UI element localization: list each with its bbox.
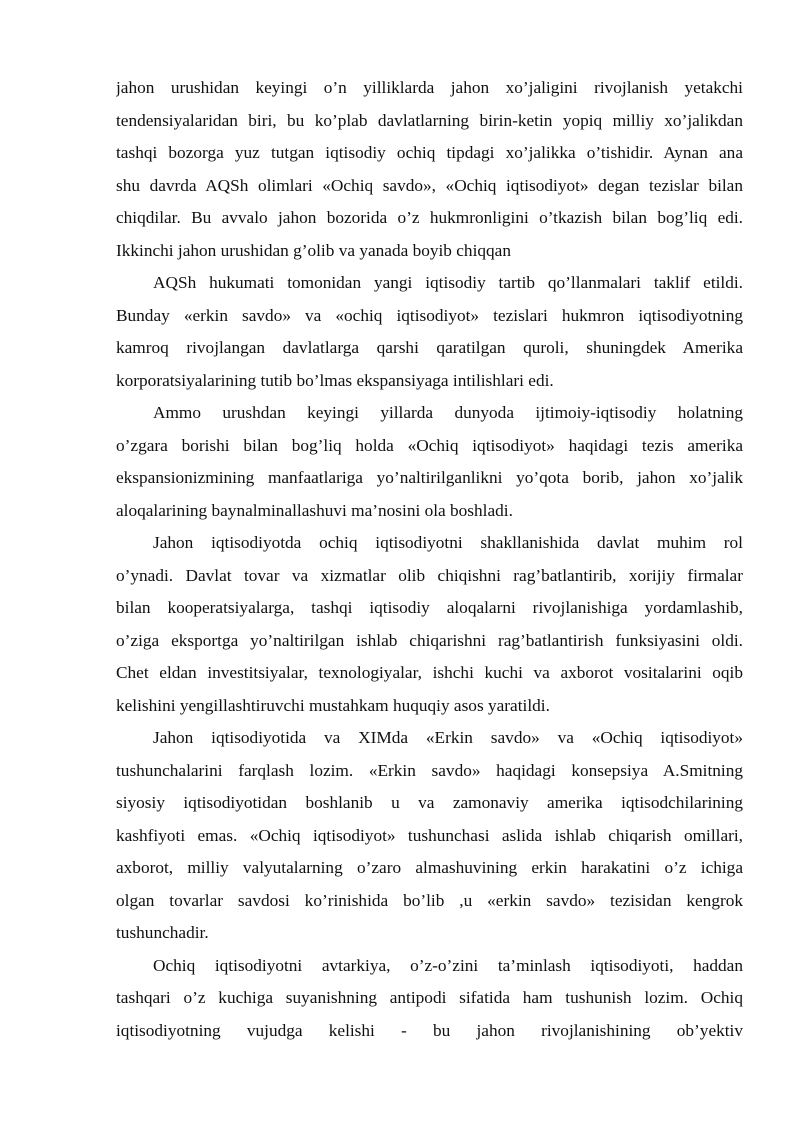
text-line: tendensiyalaridan biri, bu ko’plab davlatlarning birin-ketin yopiq milliy xo’jalikdan	[116, 110, 743, 130]
text-line: kelishini yengillashtiruvchi mustahkam huquqiy asos yaratildi.	[116, 695, 550, 715]
text-line: kamroq rivojlangan davlatlarga qarshi qaratilgan quroli, shuningdek Amerika	[116, 338, 743, 357]
text-line: Chet eldan investitsiyalar, texnologiyalar, ishchi kuchi va axborot vositalarini oqib	[116, 663, 743, 682]
paragraph-2	[116, 267, 743, 397]
text-line: korporatsiyalarining tutib bo’lmas ekspansiyaga intilishlari edi.	[116, 370, 554, 390]
paragraph-5	[116, 722, 743, 950]
text-line: shu davrda AQSh olimlari «Ochiq savdo», «Ochiq iqtisodiyot» degan tezislar bilan	[116, 175, 743, 195]
text-line: tushunchalarini farqlash lozim. «Erkin savdo» haqidagi konsepsiya A.Smitning	[116, 760, 743, 780]
paragraph-3	[116, 397, 743, 527]
text-line: bilan kooperatsiyalarga, tashqi iqtisodiy aloqalarni rivojlanishiga yordamlashib,	[116, 598, 743, 617]
text-line: iqtisodiyotning vujudga kelishi - bu jahon rivojlanishining ob’yektiv	[116, 1020, 743, 1040]
text-line: ekspansionizmining manfaatlariga yo’naltirilganlikni yo’qota borib, jahon xo’jalik	[116, 468, 743, 487]
paragraph-1	[116, 72, 743, 267]
text-line: aloqalarining baynalminallashuvi ma’nosini ola boshladi.	[116, 500, 513, 520]
text-line: jahon urushidan keyingi o’n yilliklarda jahon xo’jaligini rivojlanish yetakchi	[116, 78, 743, 97]
document-page	[116, 72, 743, 1047]
text-line: Jahon iqtisodiyotda ochiq iqtisodiyotni shakllanishida davlat muhim rol	[153, 533, 743, 552]
text-line: Ikkinchi jahon urushidan g’olib va yanada boyib chiqqan	[116, 240, 511, 260]
text-line: AQSh hukumati tomonidan yangi iqtisodiy tartib qo’llanmalari taklif etildi.	[153, 273, 743, 292]
text-line: kashfiyoti emas. «Ochiq iqtisodiyot» tushunchasi aslida ishlab chiqarish omillari,	[116, 825, 743, 845]
text-line: siyosiy iqtisodiyotidan boshlanib u va zamonaviy amerika iqtisodchilarining	[116, 793, 743, 812]
text-line: tashqi bozorga yuz tutgan iqtisodiy ochiq tipdagi xo’jalikka o’tishidir. Aynan ana	[116, 143, 743, 162]
text-line: Ochiq iqtisodiyotni avtarkiya, o’z-o’zini ta’minlash iqtisodiyoti, haddan	[153, 955, 743, 975]
text-line: Jahon iqtisodiyotida va XIMda «Erkin savdo» va «Ochiq iqtisodiyot»	[153, 728, 743, 747]
text-line: o’zgara borishi bilan bog’liq holda «Ochiq iqtisodiyot» haqidagi tezis amerika	[116, 435, 743, 455]
text-line: o’ynadi. Davlat tovar va xizmatlar olib chiqishni rag’batlantirib, xorijiy firmalar	[116, 565, 743, 585]
text-line: Ammo urushdan keyingi yillarda dunyoda ijtimoiy-iqtisodiy holatning	[153, 403, 743, 422]
text-line: tushunchadir.	[116, 923, 209, 942]
text-line: Bunday «erkin savdo» va «ochiq iqtisodiyot» tezislari hukmron iqtisodiyotning	[116, 305, 743, 325]
text-line: olgan tovarlar savdosi ko’rinishida bo’lib ,u «erkin savdo» tezisidan kengrok	[116, 890, 743, 910]
paragraph-6	[116, 950, 743, 1048]
paragraph-4	[116, 527, 743, 722]
text-line: axborot, milliy valyutalarning o’zaro almashuvining erkin harakatini o’z ichiga	[116, 858, 743, 877]
text-line: o’ziga eksportga yo’naltirilgan ishlab chiqarishni rag’batlantirish funksiyasini oldi.	[116, 630, 743, 650]
text-line: chiqdilar. Bu avvalo jahon bozorida o’z hukmronligini o’tkazish bilan bog’liq edi.	[116, 208, 743, 227]
text-line: tashqari o’z kuchiga suyanishning antipodi sifatida ham tushunish lozim. Ochiq	[116, 988, 743, 1007]
